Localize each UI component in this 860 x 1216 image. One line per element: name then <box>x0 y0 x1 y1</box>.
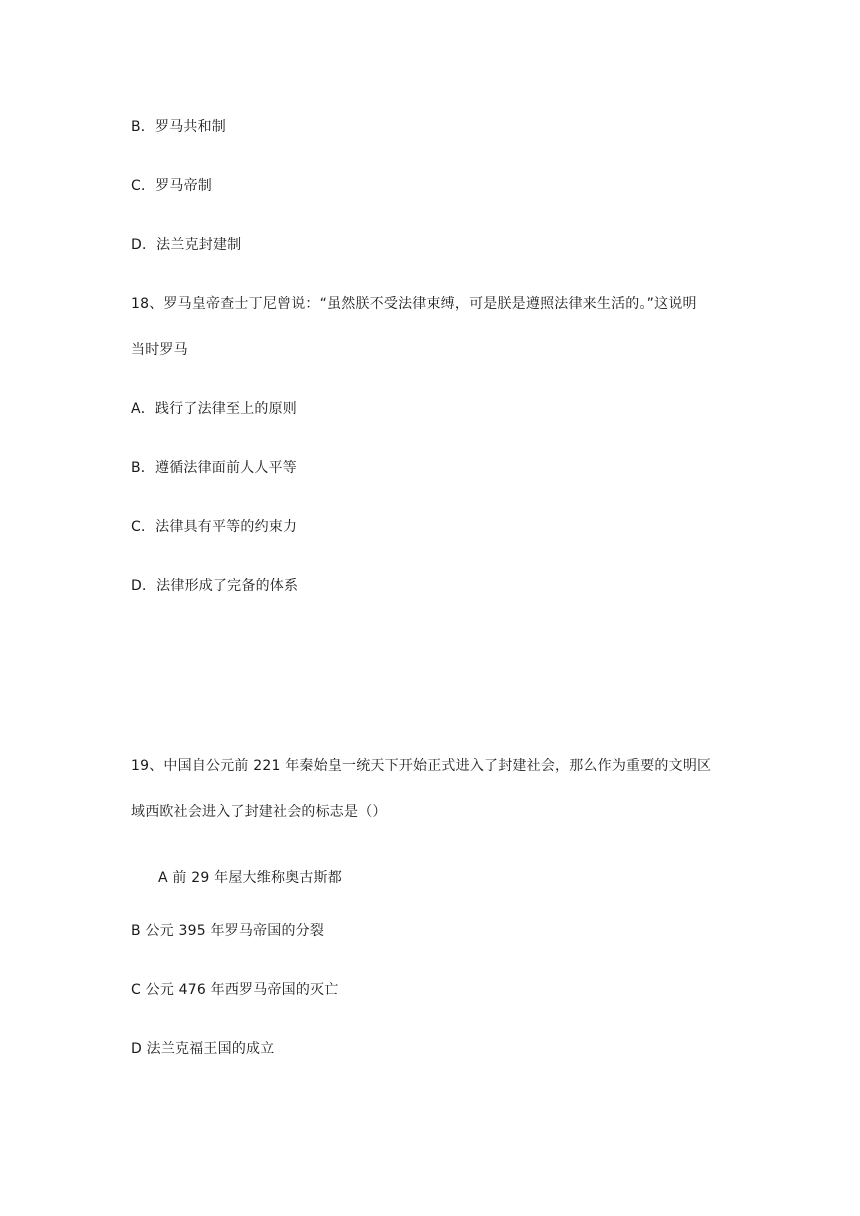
q19-option-d: D 法兰克福王国的成立 <box>131 1041 275 1057</box>
q18-option-c: C．法律具有平等的约束力 <box>131 519 298 535</box>
q19-option-c: C 公元 476 年西罗马帝国的灭亡 <box>131 982 339 998</box>
q19-stem-line1: 19、中国自公元前 221 年秦始皇一统天下开始正式进入了封建社会，那么作为重要的文明区 <box>131 758 712 774</box>
q18-stem-line1: 18、罗马皇帝查士丁尼曾说：“虽然朕不受法律束缚，可是朕是遵照法律来生活的。”这说明 <box>131 296 697 312</box>
q18-option-b: B．遵循法律面前人人平等 <box>131 460 298 476</box>
q17-option-b: B．罗马共和制 <box>131 119 227 135</box>
q19-option-b: B 公元 395 年罗马帝国的分裂 <box>131 923 325 939</box>
q18-option-a: A．践行了法律至上的原则 <box>131 401 297 417</box>
q18-option-d: D．法律形成了完备的体系 <box>131 578 299 594</box>
q19-stem-line2: 域西欧社会进入了封建社会的标志是（） <box>131 804 387 820</box>
q17-option-c: C．罗马帝制 <box>131 178 212 194</box>
q17-option-d: D．法兰克封建制 <box>131 237 242 253</box>
q18-stem-line2: 当时罗马 <box>131 342 188 358</box>
q19-option-a: A 前 29 年屋大维称奥古斯都 <box>158 870 342 886</box>
